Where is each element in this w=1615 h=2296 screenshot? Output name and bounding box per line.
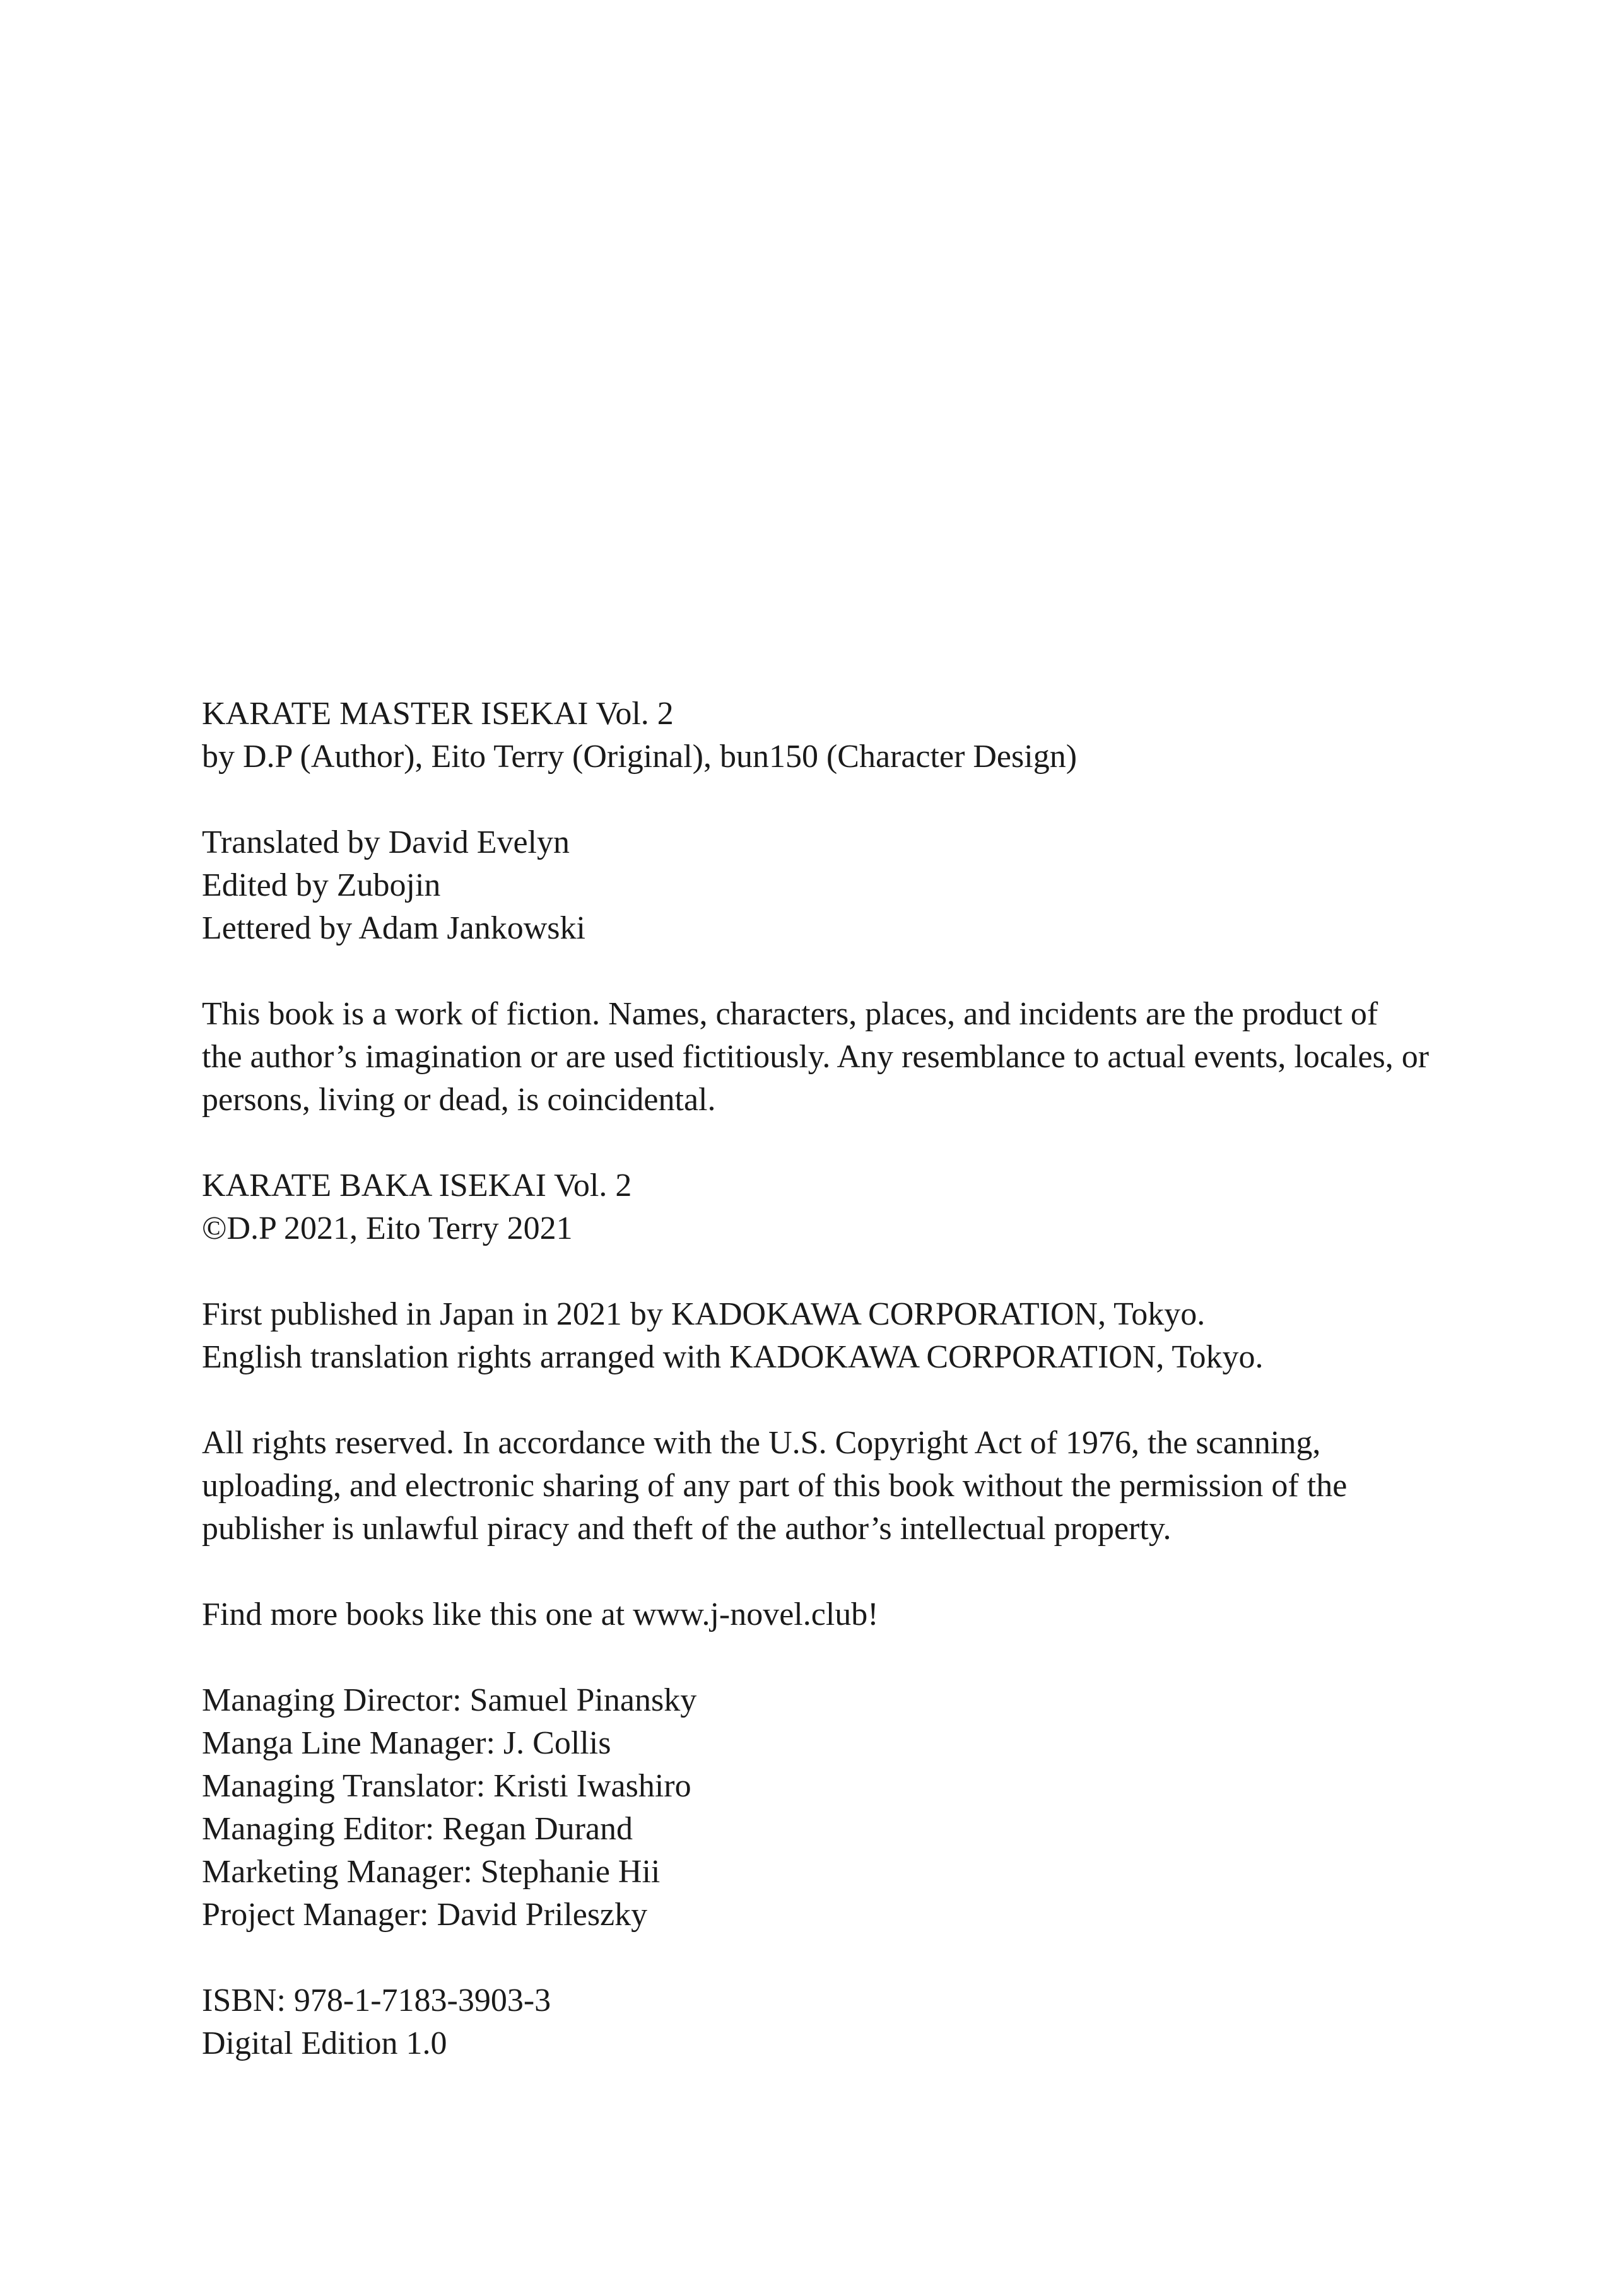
text-line: Edited by Zubojin — [202, 867, 441, 903]
text-line: KARATE BAKA ISEKAI Vol. 2 — [202, 1168, 632, 1204]
publication-info — [202, 1293, 1558, 1379]
text-line: uploading, and electronic sharing of any part of this book without the permission of the — [202, 1468, 1348, 1504]
text-line: Managing Editor: Regan Durand — [202, 1811, 633, 1847]
original-copyright — [202, 1164, 1558, 1250]
text-line: English translation rights arranged with KADOKAWA CORPORATION, Tokyo. — [202, 1339, 1264, 1375]
text-line: persons, living or dead, is coincidental. — [202, 1082, 716, 1118]
translation-credits — [202, 821, 1558, 950]
text-line: Managing Director: Samuel Pinansky — [202, 1682, 697, 1718]
text-line: Digital Edition 1.0 — [202, 2025, 447, 2061]
text-line: KARATE MASTER ISEKAI Vol. 2 — [202, 696, 674, 732]
text-line: Marketing Manager: Stephanie Hii — [202, 1854, 661, 1890]
text-line: Translated by David Evelyn — [202, 824, 570, 860]
text-line: First published in Japan in 2021 by KADOKAWA CORPORATION, Tokyo. — [202, 1296, 1206, 1332]
text-line: ISBN: 978-1-7183-3903-3 — [202, 1983, 551, 2018]
text-line: the author’s imagination or are used fictitiously. Any resemblance to actual events, locales, or — [202, 1039, 1430, 1075]
isbn-edition — [202, 1979, 1558, 2065]
text-line: Lettered by Adam Jankowski — [202, 910, 585, 946]
rights-notice — [202, 1422, 1558, 1550]
text-line: Manga Line Manager: J. Collis — [202, 1725, 611, 1761]
title-credits — [202, 693, 1558, 778]
text-line: This book is a work of fiction. Names, characters, places, and incidents are the product of — [202, 996, 1378, 1032]
text-line: Managing Translator: Kristi Iwashiro — [202, 1768, 691, 1804]
text-line: All rights reserved. In accordance with the U.S. Copyright Act of 1976, the scanning, — [202, 1425, 1321, 1461]
text-line: ©D.P 2021, Eito Terry 2021 — [202, 1210, 573, 1246]
fiction-disclaimer — [202, 993, 1558, 1122]
text-line: Project Manager: David Prileszky — [202, 1897, 648, 1933]
text-line: by D.P (Author), Eito Terry (Original), bun150 (Character Design) — [202, 739, 1078, 775]
website-notice — [202, 1593, 1558, 1636]
staff-credits — [202, 1679, 1558, 1936]
text-line: Find more books like this one at www.j-novel.club! — [202, 1596, 879, 1632]
text-line: publisher is unlawful piracy and theft of the author’s intellectual property. — [202, 1511, 1172, 1547]
copyright-page — [202, 693, 1558, 2108]
